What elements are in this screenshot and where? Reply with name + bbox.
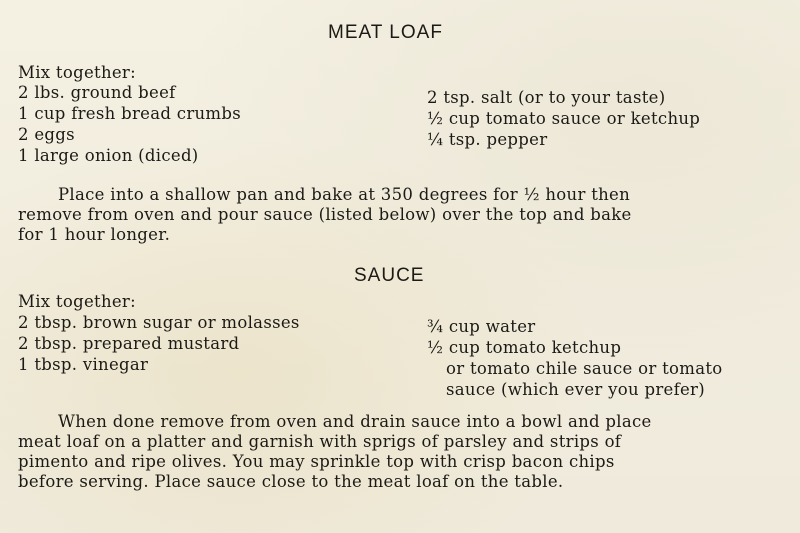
instruction-line: pimento and ripe olives. You may sprinkle top with crisp bacon chips <box>18 452 615 471</box>
sauce-instructions <box>18 412 770 492</box>
meatloaf-instructions <box>18 185 770 245</box>
instruction-line: for 1 hour longer. <box>18 225 171 244</box>
instruction-line: remove from oven and pour sauce (listed below) over the top and bake <box>18 205 632 224</box>
sauce-ingredient: 2 tbsp. brown sugar or molasses <box>18 313 300 332</box>
instruction-line: Place into a shallow pan and bake at 350 degrees for ½ hour then <box>58 185 631 204</box>
instruction-line: before serving. Place sauce close to the meat loaf on the table. <box>18 472 564 491</box>
meatloaf-ingredient: 2 tsp. salt (or to your taste) <box>427 88 666 107</box>
meatloaf-ingredient: ¼ tsp. pepper <box>427 130 548 149</box>
sauce-intro: Mix together: <box>18 292 136 311</box>
meatloaf-ingredient: 1 large onion (diced) <box>18 146 199 165</box>
sauce-title: SAUCE <box>354 265 425 286</box>
instruction-line: When done remove from oven and drain sauce into a bowl and place <box>58 412 652 431</box>
sauce-ingredient: sauce (which ever you prefer) <box>446 380 705 399</box>
meatloaf-intro: Mix together: <box>18 63 136 82</box>
meatloaf-ingredient: 2 lbs. ground beef <box>18 83 176 102</box>
meatloaf-ingredient: ½ cup tomato sauce or ketchup <box>427 109 701 128</box>
sauce-ingredient: ¾ cup water <box>427 317 536 336</box>
sauce-ingredient: 2 tbsp. prepared mustard <box>18 334 240 353</box>
sauce-ingredient: ½ cup tomato ketchup <box>427 338 622 357</box>
sauce-ingredient: 1 tbsp. vinegar <box>18 355 149 374</box>
sauce-ingredient: or tomato chile sauce or tomato <box>446 359 723 378</box>
meatloaf-title: MEAT LOAF <box>328 22 443 43</box>
meatloaf-ingredient: 1 cup fresh bread crumbs <box>18 104 242 123</box>
instruction-line: meat loaf on a platter and garnish with sprigs of parsley and strips of <box>18 432 622 451</box>
meatloaf-ingredient: 2 eggs <box>18 125 75 144</box>
